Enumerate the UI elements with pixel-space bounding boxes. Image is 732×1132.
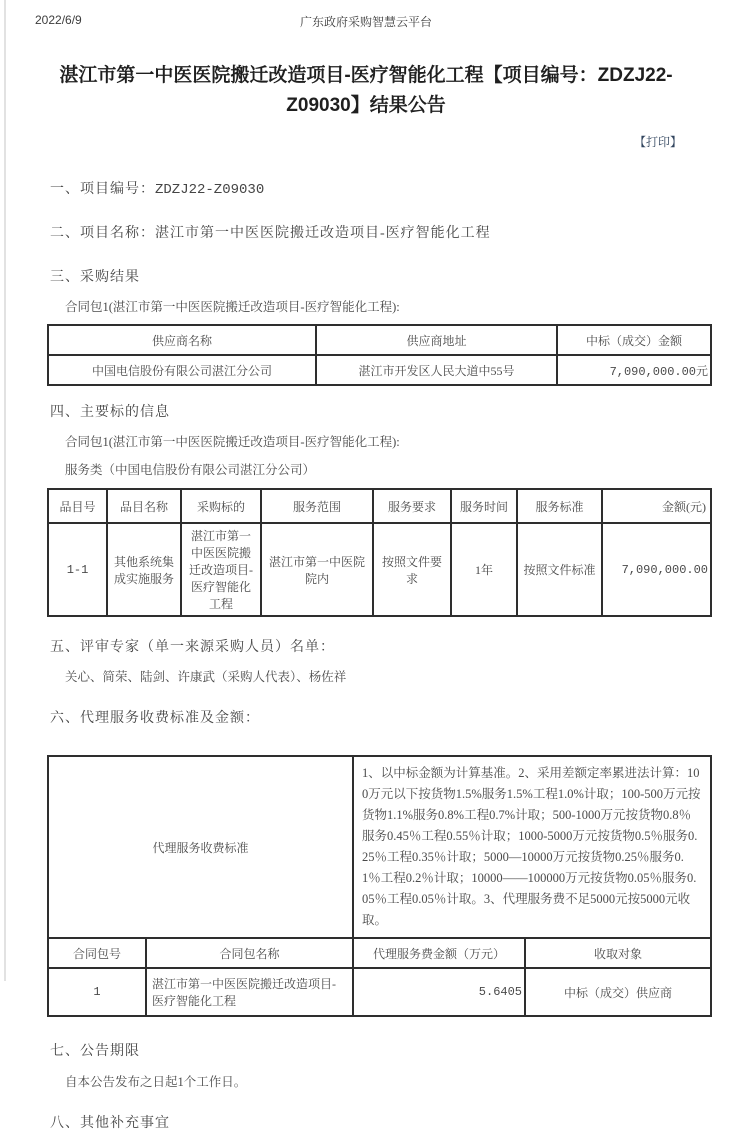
agency-fee-table (47, 755, 712, 1017)
agency-col-fee-amount: 代理服务费金额（万元） (353, 938, 525, 968)
subject-amount-cell: 7,090,000.00 (602, 523, 711, 616)
subject-detail-table (47, 488, 712, 617)
section-subject-info-heading: 四、主要标的信息 (50, 405, 170, 420)
section-procurement-result-heading: 三、采购结果 (50, 270, 140, 285)
agency-fee-standard-row (48, 756, 711, 938)
section-project-number-label: 一、项目编号： (50, 182, 155, 197)
service-scope-cell: 湛江市第一中医院院内 (261, 523, 373, 616)
service-standard-cell: 按照文件标准 (517, 523, 602, 616)
agency-fee-standard-label-cell: 代理服务收费标准 (48, 756, 353, 938)
agency-col-payer: 收取对象 (525, 938, 711, 968)
service-time-cell: 1年 (451, 523, 517, 616)
section-other-matters-heading: 八、其他补充事宜 (50, 1116, 170, 1131)
subject-col-service-scope: 服务范围 (261, 489, 373, 523)
award-table-header-row (48, 325, 711, 355)
supplier-name-cell: 中国电信股份有限公司湛江分公司 (48, 355, 316, 385)
fee-amount-cell: 5.6405 (353, 968, 525, 1016)
subject-table-row (48, 523, 711, 616)
award-amount-cell: 7,090,000.00元 (557, 355, 711, 385)
package-name-cell: 湛江市第一中医医院搬迁改造项目-医疗智能化工程 (146, 968, 353, 1016)
section-project-number (50, 178, 710, 198)
subject-col-service-time: 服务时间 (451, 489, 517, 523)
award-result-table (47, 324, 712, 386)
subject-col-item-no: 品目号 (48, 489, 107, 523)
announcement-period-body: 自本公告发布之日起1个工作日。 (65, 1075, 247, 1089)
page-header (0, 0, 732, 35)
print-row (0, 133, 732, 150)
service-requirement-cell: 按照文件要求 (373, 523, 451, 616)
item-no-cell: 1-1 (48, 523, 107, 616)
print-date: 2022/6/9 (35, 13, 82, 27)
award-table-row (48, 355, 711, 385)
project-name-value: 湛江市第一中医医院搬迁改造项目-医疗智能化工程 (155, 226, 491, 241)
contract-package-line: 合同包1(湛江市第一中医医院搬迁改造项目-医疗智能化工程): (65, 300, 400, 314)
print-button[interactable]: 【打印】 (633, 135, 682, 149)
subject-col-service-standard: 服务标准 (517, 489, 602, 523)
payer-cell: 中标（成交）供应商 (525, 968, 711, 1016)
award-col-supplier-address: 供应商地址 (316, 325, 557, 355)
section-project-name (50, 222, 710, 242)
supplier-address-cell: 湛江市开发区人民大道中55号 (316, 355, 557, 385)
award-col-supplier-name: 供应商名称 (48, 325, 316, 355)
agency-fee-data-row (48, 968, 711, 1016)
subject-contract-package-line: 合同包1(湛江市第一中医医院搬迁改造项目-医疗智能化工程): (65, 435, 400, 449)
section-experts-heading: 五、评审专家（单一来源采购人员）名单： (50, 640, 335, 655)
agency-col-package-no: 合同包号 (48, 938, 146, 968)
subject-table-header-row (48, 489, 711, 523)
experts-names: 关心、简荣、陆剑、许康武（采购人代表）、杨佐祥 (65, 670, 347, 684)
site-name: 广东政府采购智慧云平台 (299, 15, 432, 29)
procurement-subject-cell: 湛江市第一中医医院搬迁改造项目-医疗智能化工程 (181, 523, 261, 616)
page-title: 湛江市第一中医医院搬迁改造项目-医疗智能化工程【项目编号：ZDZJ22-Z09030】结果公告 (59, 65, 673, 116)
agency-col-package-name: 合同包名称 (146, 938, 353, 968)
announcement-content (0, 178, 732, 1132)
package-no-cell: 1 (48, 968, 146, 1016)
subject-col-procurement-subject: 采购标的 (181, 489, 261, 523)
section-agency-fee-heading: 六、代理服务收费标准及金额： (50, 711, 260, 726)
subject-col-service-requirement: 服务要求 (373, 489, 451, 523)
subject-col-amount: 金额(元) (602, 489, 711, 523)
award-col-amount: 中标（成交）金额 (557, 325, 711, 355)
item-name-cell: 其他系统集成实施服务 (107, 523, 181, 616)
agency-fee-header-row (48, 938, 711, 968)
agency-fee-standard-text-cell: 1、以中标金额为计算基准。2、采用差额定率累进法计算：100万元以下按货物1.5%服务1.5%工程1.0%计取；100-500万元按货物1.1%服务0.8%工程0.7%计取；500-1000万元按货物0.8％服务0.45％工程0.55％计取；1000-5000万元按货物0.5％服务0.25％工程0.35％计取；5000—10000万元按货物0.25％服务0.1％工程0.2％计取；10000——100000万元按货物0.05％服务0.05％工程0.05％计取。3、代理服务费不足5000元按5000元收取。 (353, 756, 711, 938)
project-number-value: ZDZJ22-Z09030 (155, 182, 265, 198)
subject-service-type-line: 服务类（中国电信股份有限公司湛江分公司） (65, 463, 316, 477)
subject-col-item-name: 品目名称 (107, 489, 181, 523)
section-announcement-period-heading: 七、公告期限 (50, 1044, 140, 1059)
section-project-name-label: 二、项目名称： (50, 226, 155, 241)
